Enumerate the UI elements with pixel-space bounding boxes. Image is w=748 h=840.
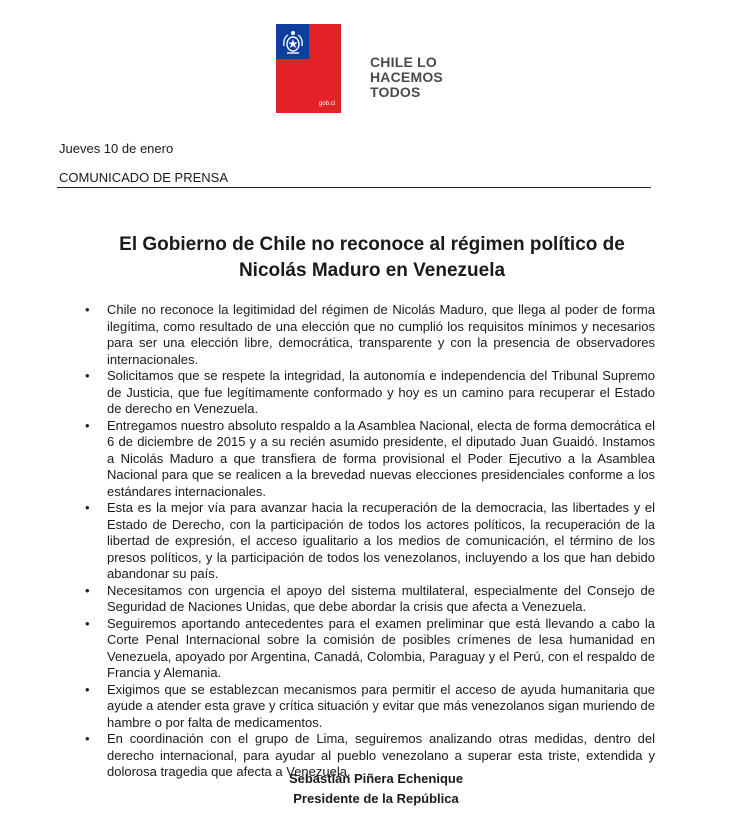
list-item-text: Solicitamos que se respete la integridad, la autonomía e independencia del Tribunal Supremo de Justicia, que fue legítimamente conformado y hoy es un camino para recuperar el Estado de derecho en Venezuela. [107, 368, 655, 416]
list-item [85, 682, 655, 732]
list-item-text: Seguiremos aportando antecedentes para el examen preliminar que está llevando a cabo la Corte Penal Internacional sobre la comisión de posibles crímenes de lesa humanidad en Venezuela, apoyado por Argentina, Canadá, Colombia, Paraguay y el Perú, con el respaldo de Francia y Alemania. [107, 615, 655, 680]
document-type: COMUNICADO DE PRENSA [59, 170, 229, 185]
list-item-text: Entregamos nuestro absoluto respaldo a la Asamblea Nacional, electa de forma democrática el 6 de diciembre de 2015 y a su recién asumido presidente, el diputado Juan Guaidó. Instamos a Nicolás Maduro a que transfiera de forma provisional el Poder Ejecutivo a la Asamblea Nacional para que se realicen a la brevedad nuevas elecciones presidenciales conforme a los estándares internacionales. [107, 417, 655, 499]
document-title [60, 232, 684, 284]
logo-red-top [309, 24, 384, 59]
list-item [85, 500, 655, 583]
statement-list [85, 302, 655, 781]
press-release-date: Jueves 10 de enero [59, 141, 174, 156]
list-item-text: En coordinación con el grupo de Lima, seguiremos analizando otras medidas, dentro del derecho internacional, para ayudar al pueblo venezolano a superar esta triste, extendida y dolorosa tragedia que afecta a Venezuela. [107, 731, 655, 779]
bullet-marker: • [85, 681, 90, 697]
bullet-marker: • [85, 582, 90, 598]
list-item [85, 418, 655, 501]
logo-blue-square [276, 24, 309, 59]
signatory-name: Sebastián Piñera Echenique [288, 771, 464, 786]
signatory-position: Presidente de la República [293, 791, 459, 806]
bullet-marker: • [85, 615, 90, 631]
logo-url: gob.cl [319, 101, 336, 107]
slogan-line: HACEMOS [370, 69, 443, 85]
header-divider [57, 187, 651, 188]
list-item [85, 368, 655, 418]
slogan-line: TODOS [370, 84, 421, 100]
bullet-marker: • [85, 417, 90, 433]
list-item-text: Esta es la mejor vía para avanzar hacia la recuperación de la democracia, las libertades y el Estado de Derecho, con la participación de todos los actores políticos, la recuperación de la libertad de expresión, el acceso igualitario a los medios de comunicación, el término de los presos políticos, y la participación de todos los venezolanos, incluyendo a los que han debido abandonar su país. [107, 500, 655, 581]
list-item [85, 302, 655, 368]
coat-of-arms-icon [279, 28, 307, 56]
slogan-line: CHILE LO [370, 54, 437, 70]
bullet-marker: • [85, 731, 90, 746]
list-item [85, 583, 655, 616]
gobierno-de-chile-logo [276, 24, 459, 113]
list-item-text: Necesitamos con urgencia el apoyo del sistema multilateral, especialmente del Consejo de Seguridad de Naciones Unidas, que debe abordar la crisis que afecta a Venezuela. [107, 582, 655, 614]
bullet-marker: • [85, 302, 90, 317]
logo-slogan [370, 55, 443, 100]
list-item-text: Chile no reconoce la legitimidad del régimen de Nicolás Maduro, que llega al poder de forma ilegítima, como resultado de una elección que no cumplió los requisitos mínimos y necesarios para ser una elección libre, democrática, transparente y con la presencia de observadores internacionales. [107, 302, 655, 367]
title-line: Nicolás Maduro en Venezuela [238, 260, 506, 281]
logo-government-text: Gobierno de Chile [344, 28, 384, 58]
title-line: El Gobierno de Chile no reconoce al régimen político de [119, 234, 625, 255]
bullet-marker: • [85, 368, 90, 383]
list-item [85, 616, 655, 682]
bullet-marker: • [85, 500, 90, 515]
list-item-text: Exigimos que se establezcan mecanismos para permitir el acceso de ayuda humanitaria que ayude a atender esta grave y crítica situación y evitar que más venezolanos sigan muriendo de hambre o por falta de medicamentos. [107, 681, 655, 730]
